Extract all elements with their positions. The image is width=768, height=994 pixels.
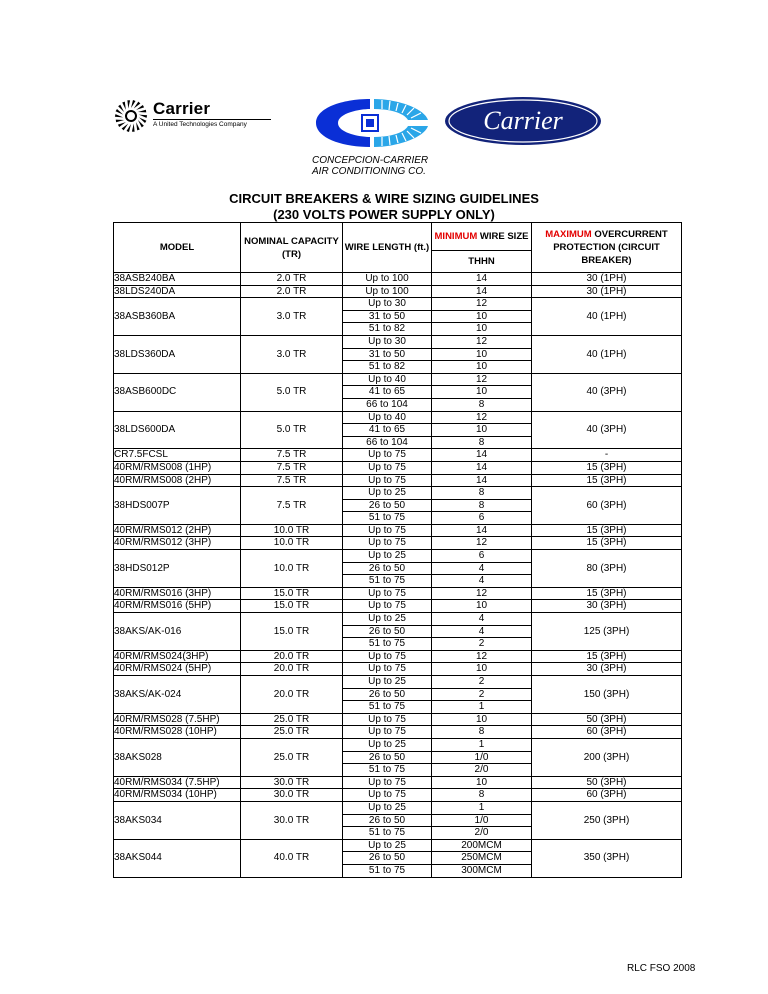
- model-cell: 40RM/RMS008 (2HP): [114, 474, 241, 487]
- wire-length-cell: Up to 25: [343, 550, 432, 563]
- model-cell: 38AKS044: [114, 839, 241, 877]
- wire-length-cell: Up to 100: [343, 285, 432, 298]
- capacity-cell: 7.5 TR: [241, 487, 343, 525]
- wire-size-cell: 10: [432, 713, 532, 726]
- table-row: [114, 713, 682, 726]
- table-row: [114, 537, 682, 550]
- capacity-cell: 7.5 TR: [241, 474, 343, 487]
- wire-length-cell: 66 to 104: [343, 398, 432, 411]
- capacity-cell: 40.0 TR: [241, 839, 343, 877]
- wire-size-cell: 12: [432, 587, 532, 600]
- wire-length-cell: Up to 25: [343, 613, 432, 626]
- model-cell: 40RM/RMS028 (10HP): [114, 726, 241, 739]
- caption-line1: CONCEPCION-CARRIER: [312, 155, 429, 166]
- table-row: [114, 587, 682, 600]
- wire-size-cell: 250MCM: [432, 852, 532, 865]
- table-row: [114, 474, 682, 487]
- wire-size-cell: 1: [432, 738, 532, 751]
- table-row: [114, 298, 682, 311]
- wire-length-cell: Up to 75: [343, 650, 432, 663]
- protection-cell: 15 (3PH): [532, 587, 682, 600]
- header-model: MODEL: [114, 223, 241, 273]
- wire-length-cell: Up to 75: [343, 663, 432, 676]
- wire-length-cell: Up to 30: [343, 298, 432, 311]
- capacity-cell: 2.0 TR: [241, 273, 343, 286]
- header-wire-size-rest: WIRE SIZE: [477, 231, 529, 242]
- wire-size-cell: 2: [432, 688, 532, 701]
- protection-cell: 40 (1PH): [532, 335, 682, 373]
- wire-size-cell: 14: [432, 524, 532, 537]
- protection-cell: 80 (3PH): [532, 550, 682, 588]
- wire-size-cell: 14: [432, 273, 532, 286]
- brand-name: Carrier: [153, 99, 211, 118]
- wire-length-cell: 51 to 75: [343, 638, 432, 651]
- wire-size-cell: 6: [432, 550, 532, 563]
- table-row: [114, 449, 682, 462]
- table-body: [114, 273, 682, 878]
- protection-cell: 40 (3PH): [532, 411, 682, 449]
- wire-size-cell: 8: [432, 487, 532, 500]
- wire-length-cell: 26 to 50: [343, 499, 432, 512]
- wire-size-cell: 8: [432, 726, 532, 739]
- wire-length-cell: Up to 75: [343, 713, 432, 726]
- capacity-cell: 25.0 TR: [241, 738, 343, 776]
- wire-length-cell: 26 to 50: [343, 625, 432, 638]
- wire-length-cell: Up to 75: [343, 789, 432, 802]
- wire-length-cell: Up to 75: [343, 537, 432, 550]
- wire-size-cell: 8: [432, 499, 532, 512]
- caption-line2: AIR CONDITIONING CO.: [312, 166, 426, 177]
- protection-cell: 15 (3PH): [532, 524, 682, 537]
- oval-wordmark: Carrier: [483, 106, 563, 135]
- header-wire-size-emph: MINIMUM: [434, 231, 478, 242]
- table-row: [114, 650, 682, 663]
- table-row: [114, 789, 682, 802]
- wire-length-cell: Up to 75: [343, 587, 432, 600]
- protection-cell: 250 (3PH): [532, 801, 682, 839]
- protection-cell: 350 (3PH): [532, 839, 682, 877]
- wire-length-cell: 51 to 75: [343, 764, 432, 777]
- capacity-cell: 30.0 TR: [241, 801, 343, 839]
- model-cell: 40RM/RMS024 (5HP): [114, 663, 241, 676]
- wire-size-cell: 12: [432, 411, 532, 424]
- header-wire-length: WIRE LENGTH (ft.): [343, 223, 432, 273]
- model-cell: 38HDS007P: [114, 487, 241, 525]
- table-row: [114, 285, 682, 298]
- wire-length-cell: 31 to 50: [343, 310, 432, 323]
- document-title: CIRCUIT BREAKERS & WIRE SIZING GUIDELINES: [229, 191, 539, 206]
- wire-size-cell: 10: [432, 323, 532, 336]
- wire-length-cell: Up to 25: [343, 839, 432, 852]
- table-row: [114, 461, 682, 474]
- wire-size-cell: 8: [432, 789, 532, 802]
- wire-size-cell: 14: [432, 461, 532, 474]
- wire-length-cell: Up to 25: [343, 676, 432, 689]
- protection-cell: 60 (3PH): [532, 487, 682, 525]
- capacity-cell: 15.0 TR: [241, 613, 343, 651]
- model-cell: 40RM/RMS016 (3HP): [114, 587, 241, 600]
- model-cell: 40RM/RMS024(3HP): [114, 650, 241, 663]
- capacity-cell: 7.5 TR: [241, 449, 343, 462]
- capacity-cell: 7.5 TR: [241, 461, 343, 474]
- wire-size-cell: 12: [432, 650, 532, 663]
- model-cell: 38LDS240DA: [114, 285, 241, 298]
- table-row: [114, 776, 682, 789]
- wire-length-cell: 51 to 82: [343, 323, 432, 336]
- wire-length-cell: 51 to 75: [343, 512, 432, 525]
- capacity-cell: 15.0 TR: [241, 600, 343, 613]
- wire-size-cell: 4: [432, 562, 532, 575]
- wire-size-cell: 14: [432, 474, 532, 487]
- wire-length-cell: Up to 40: [343, 373, 432, 386]
- wire-size-cell: 2/0: [432, 764, 532, 777]
- wire-size-cell: 4: [432, 575, 532, 588]
- wire-length-cell: Up to 40: [343, 411, 432, 424]
- capacity-cell: 10.0 TR: [241, 550, 343, 588]
- wire-size-cell: 10: [432, 361, 532, 374]
- wire-size-cell: 200MCM: [432, 839, 532, 852]
- protection-cell: 50 (3PH): [532, 776, 682, 789]
- model-cell: 40RM/RMS028 (7.5HP): [114, 713, 241, 726]
- wire-length-cell: Up to 75: [343, 524, 432, 537]
- header-capacity: NOMINAL CAPACITY (TR): [241, 223, 343, 273]
- protection-cell: 30 (1PH): [532, 285, 682, 298]
- footer-code: RLC FSO 2008: [627, 963, 696, 974]
- wire-length-cell: Up to 100: [343, 273, 432, 286]
- wire-length-cell: 26 to 50: [343, 751, 432, 764]
- model-cell: 38HDS012P: [114, 550, 241, 588]
- capacity-cell: 10.0 TR: [241, 537, 343, 550]
- wire-size-cell: 10: [432, 348, 532, 361]
- wire-length-cell: 51 to 75: [343, 827, 432, 840]
- model-cell: 40RM/RMS008 (1HP): [114, 461, 241, 474]
- capacity-cell: 2.0 TR: [241, 285, 343, 298]
- logo-rule: [153, 119, 271, 120]
- wire-size-cell: 12: [432, 537, 532, 550]
- wire-size-cell: 300MCM: [432, 864, 532, 877]
- wire-size-cell: 4: [432, 613, 532, 626]
- capacity-cell: 25.0 TR: [241, 726, 343, 739]
- header-protection: [532, 223, 682, 273]
- wire-size-cell: 4: [432, 625, 532, 638]
- model-cell: CR7.5FCSL: [114, 449, 241, 462]
- wire-length-cell: Up to 75: [343, 449, 432, 462]
- table-row: [114, 738, 682, 751]
- wire-length-cell: 66 to 104: [343, 436, 432, 449]
- wire-size-cell: 1: [432, 701, 532, 714]
- capacity-cell: 30.0 TR: [241, 789, 343, 802]
- table-row: [114, 524, 682, 537]
- model-cell: 40RM/RMS034 (10HP): [114, 789, 241, 802]
- wire-length-cell: Up to 75: [343, 726, 432, 739]
- wire-length-cell: 41 to 65: [343, 424, 432, 437]
- wire-length-cell: Up to 25: [343, 738, 432, 751]
- protection-cell: 40 (3PH): [532, 373, 682, 411]
- wire-length-cell: Up to 25: [343, 487, 432, 500]
- table-row: [114, 550, 682, 563]
- wire-size-cell: 6: [432, 512, 532, 525]
- table-row: [114, 335, 682, 348]
- wire-size-cell: 14: [432, 449, 532, 462]
- table-row: [114, 373, 682, 386]
- model-cell: 40RM/RMS016 (5HP): [114, 600, 241, 613]
- wire-length-cell: Up to 75: [343, 474, 432, 487]
- protection-cell: 60 (3PH): [532, 789, 682, 802]
- wire-length-cell: 51 to 82: [343, 361, 432, 374]
- header-wire-size: [432, 223, 532, 251]
- capacity-cell: 5.0 TR: [241, 373, 343, 411]
- carrier-oval-logo: [444, 96, 602, 151]
- table-row: [114, 600, 682, 613]
- header-thhn: THHN: [432, 251, 532, 273]
- wire-sizing-table: [113, 222, 682, 878]
- wire-size-cell: 8: [432, 436, 532, 449]
- document-subtitle: (230 VOLTS POWER SUPPLY ONLY): [273, 207, 495, 222]
- table-row: [114, 726, 682, 739]
- wire-size-cell: 10: [432, 776, 532, 789]
- table-row: [114, 487, 682, 500]
- table-row: [114, 839, 682, 852]
- protection-cell: 15 (3PH): [532, 537, 682, 550]
- model-cell: 38ASB600DC: [114, 373, 241, 411]
- model-cell: 38ASB240BA: [114, 273, 241, 286]
- protection-cell: 60 (3PH): [532, 726, 682, 739]
- wire-size-cell: 8: [432, 398, 532, 411]
- wire-size-cell: 10: [432, 386, 532, 399]
- capacity-cell: 15.0 TR: [241, 587, 343, 600]
- model-cell: 40RM/RMS012 (2HP): [114, 524, 241, 537]
- model-cell: 38AKS/AK-016: [114, 613, 241, 651]
- model-cell: 38LDS360DA: [114, 335, 241, 373]
- wire-size-cell: 14: [432, 285, 532, 298]
- wire-length-cell: 41 to 65: [343, 386, 432, 399]
- wire-length-cell: Up to 75: [343, 600, 432, 613]
- header-protection-emph: MAXIMUM: [545, 229, 592, 240]
- brand-subtitle: A United Technologies Company: [153, 121, 247, 128]
- protection-cell: 150 (3PH): [532, 676, 682, 714]
- protection-cell: 200 (3PH): [532, 738, 682, 776]
- wire-size-cell: 10: [432, 663, 532, 676]
- wire-length-cell: 26 to 50: [343, 688, 432, 701]
- wire-size-cell: 2/0: [432, 827, 532, 840]
- protection-cell: 50 (3PH): [532, 713, 682, 726]
- wire-length-cell: 26 to 50: [343, 562, 432, 575]
- model-cell: 40RM/RMS034 (7.5HP): [114, 776, 241, 789]
- wire-size-cell: 2: [432, 638, 532, 651]
- wire-length-cell: 51 to 75: [343, 575, 432, 588]
- wire-length-cell: 51 to 75: [343, 864, 432, 877]
- wire-size-cell: 2: [432, 676, 532, 689]
- wire-length-cell: 26 to 50: [343, 814, 432, 827]
- protection-cell: 15 (3PH): [532, 650, 682, 663]
- wire-length-cell: Up to 75: [343, 461, 432, 474]
- capacity-cell: 30.0 TR: [241, 776, 343, 789]
- model-cell: 38AKS/AK-024: [114, 676, 241, 714]
- capacity-cell: 25.0 TR: [241, 713, 343, 726]
- turbine-icon: [113, 99, 149, 133]
- wire-size-cell: 1/0: [432, 814, 532, 827]
- table-row: [114, 613, 682, 626]
- model-cell: 40RM/RMS012 (3HP): [114, 537, 241, 550]
- wire-size-cell: 12: [432, 373, 532, 386]
- protection-cell: 30 (1PH): [532, 273, 682, 286]
- wire-length-cell: 51 to 75: [343, 701, 432, 714]
- capacity-cell: 20.0 TR: [241, 663, 343, 676]
- wire-length-cell: Up to 75: [343, 776, 432, 789]
- protection-cell: 15 (3PH): [532, 461, 682, 474]
- capacity-cell: 10.0 TR: [241, 524, 343, 537]
- wire-length-cell: 26 to 50: [343, 852, 432, 865]
- protection-cell: 15 (3PH): [532, 474, 682, 487]
- protection-cell: -: [532, 449, 682, 462]
- concepcion-emblem: [312, 96, 432, 155]
- protection-cell: 125 (3PH): [532, 613, 682, 651]
- wire-size-cell: 10: [432, 310, 532, 323]
- model-cell: 38AKS028: [114, 738, 241, 776]
- wire-size-cell: 1/0: [432, 751, 532, 764]
- model-cell: 38ASB360BA: [114, 298, 241, 336]
- model-cell: 38LDS600DA: [114, 411, 241, 449]
- protection-cell: 30 (3PH): [532, 663, 682, 676]
- capacity-cell: 3.0 TR: [241, 298, 343, 336]
- wire-size-cell: 10: [432, 424, 532, 437]
- capacity-cell: 20.0 TR: [241, 650, 343, 663]
- table-row: [114, 801, 682, 814]
- protection-cell: 30 (3PH): [532, 600, 682, 613]
- wire-size-cell: 10: [432, 600, 532, 613]
- wire-size-cell: 1: [432, 801, 532, 814]
- table-row: [114, 663, 682, 676]
- wire-size-cell: 12: [432, 335, 532, 348]
- header-protection-rest: OVERCURRENT PROTECTION (CIRCUIT BREAKER): [553, 229, 668, 266]
- carrier-utc-logo: [113, 99, 263, 133]
- table-row: [114, 411, 682, 424]
- wire-length-cell: 31 to 50: [343, 348, 432, 361]
- table-row: [114, 676, 682, 689]
- wire-length-cell: Up to 25: [343, 801, 432, 814]
- capacity-cell: 3.0 TR: [241, 335, 343, 373]
- wire-size-cell: 12: [432, 298, 532, 311]
- protection-cell: 40 (1PH): [532, 298, 682, 336]
- capacity-cell: 5.0 TR: [241, 411, 343, 449]
- wire-length-cell: Up to 30: [343, 335, 432, 348]
- capacity-cell: 20.0 TR: [241, 676, 343, 714]
- company-caption: [312, 155, 428, 177]
- model-cell: 38AKS034: [114, 801, 241, 839]
- table-row: [114, 273, 682, 286]
